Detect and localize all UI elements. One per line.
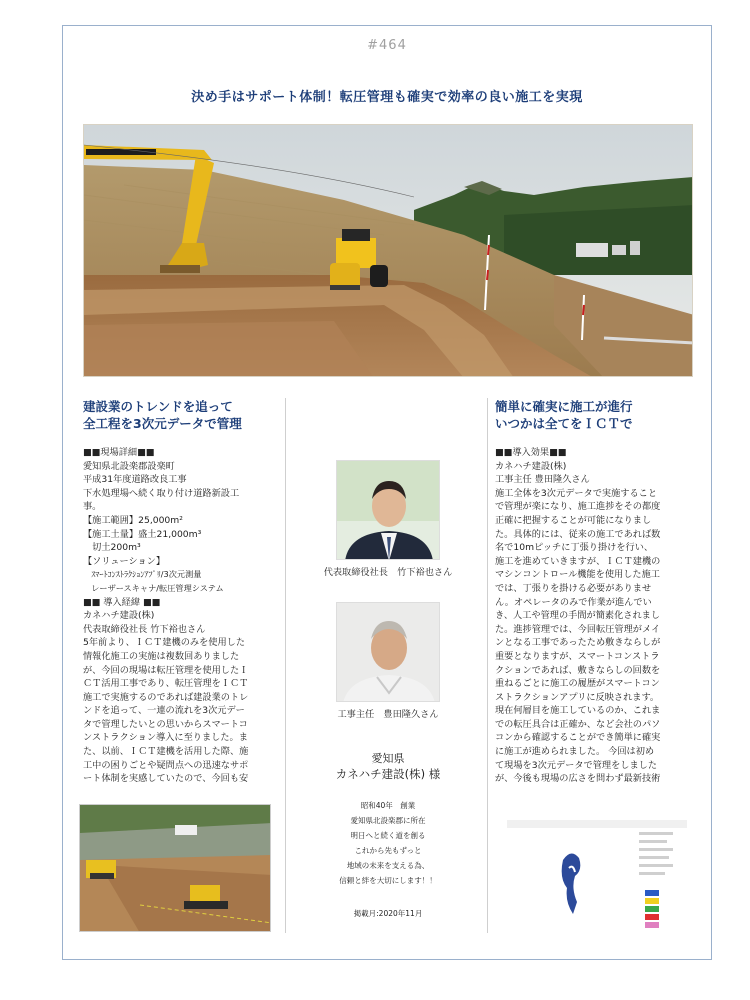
company-info-line: これから先もずっと [354, 846, 422, 855]
left-column [83, 398, 273, 786]
right-body [495, 446, 690, 786]
issue-number: #464 [367, 38, 407, 53]
column-divider [285, 398, 286, 933]
left-line: ■■現場詳細■■ [83, 447, 155, 458]
left-line: カネハチ建設(株) [83, 610, 155, 622]
left-line: 施工で実施するのであれば建設業のトレ [83, 691, 249, 703]
company-info-line: 明日へと続く道を創る [350, 831, 426, 840]
right-line: での転圧具合は正確か、など会社のパソ [495, 718, 661, 730]
right-line: ■■導入効果■■ [495, 447, 567, 458]
left-line: 下水処理場へ続く取り付け道路新設工 [83, 487, 240, 499]
left-line: が、今回の現場は転圧管理を使用したＩ [83, 664, 249, 676]
left-line: た、以前、ＩＣＴ建機を活用した際、施 [83, 746, 249, 758]
right-title-line1: 簡単に確実に施工が進行 [495, 399, 633, 414]
left-body [83, 446, 273, 786]
left-line: 平成31年度道路改良工事 [83, 474, 187, 486]
left-line: 【施工土量】盛土21,000m³ [83, 528, 202, 540]
right-line: 重ねるごとに施工の履歴がスマートコン [495, 678, 660, 690]
right-column [495, 398, 690, 786]
left-line: 情報化施工の実施は複数回ありました [83, 650, 240, 662]
left-line: ンドを追って、一連の流れを3次元デー [83, 705, 245, 717]
right-line: ん。オペレータのみで作業が進んでい [495, 596, 652, 608]
left-line: タで管理したいとの思いからスマートコ [83, 718, 248, 730]
company-info-line: 信頼と絆を大切にします！！ [339, 876, 437, 885]
right-line: き、人工や管理の手間が簡素化されまし [495, 610, 661, 622]
left-line: ンストラクション導入に至りました。ま [83, 732, 248, 744]
right-line: 工事主任 豊田隆久さん [495, 474, 590, 486]
right-line: 重要となりますが、スマートコンストラ [495, 650, 660, 662]
left-line: 事。 [83, 501, 102, 513]
company-info-line: 愛知県北設楽郡に所在 [350, 816, 426, 825]
president-photo [336, 460, 440, 560]
left-title-line2: 全工程を3次元データで管理 [83, 416, 242, 431]
middle-column [293, 398, 483, 919]
left-line: 切土200m³ [83, 542, 141, 554]
left-line: レーザースキャナ/転圧管理システム [83, 582, 224, 593]
right-line: た。具体的には、従来の施工であれば数 [495, 528, 661, 540]
right-line: マシンコントロール機能を使用した施工 [495, 569, 660, 581]
president-caption: 代表取締役社長 竹下裕也さん [323, 567, 453, 578]
person-portrait-icon [337, 461, 440, 560]
right-line: では、丁張りを掛ける必要がありませ [495, 582, 652, 594]
left-line: 5年前より、ＩＣＴ建機のみを使用した [83, 637, 246, 649]
company-info-line: 地域の未来を支える為、 [346, 861, 430, 870]
left-line: 愛知県北設楽郡設楽町 [83, 460, 175, 472]
construction-site-illustration [84, 125, 693, 377]
right-title-line2: いつかは全てをＩＣＴで [495, 416, 633, 431]
company-name: カネハチ建設(株) 様 [335, 767, 441, 781]
manager-caption: 工事主任 豊田隆久さん [337, 709, 439, 720]
left-line: ｽﾏｰﾄｺﾝｽﾄﾗｸｼｮﾝｱﾌﾟﾘ/3次元測量 [83, 569, 202, 580]
right-line: クションであれば、敷きならしの回数を [495, 664, 661, 676]
left-line: 工中の困りごとや疑問点への迅速なサポ [83, 759, 249, 771]
right-line: た。進捗管理では、今回転圧管理がメイ [495, 623, 661, 635]
right-line: 名で10mピッチに丁張り掛けを行い、 [495, 542, 654, 554]
column-divider [487, 398, 488, 933]
right-line: に施工が進められました。 今回は初め [495, 746, 655, 758]
right-line: で管理が楽になり、施工進捗をその都度 [495, 501, 661, 513]
right-line: コンから確認することができ簡単に確実 [495, 732, 661, 744]
site-photo-small [79, 804, 271, 932]
right-line: 施工を進めていきますが、ＩＣＴ建機の [495, 555, 661, 567]
manager-photo [336, 602, 440, 702]
app-screenshot [499, 818, 695, 936]
left-line: 【ソリューション】 [83, 555, 166, 567]
company-location: 愛知県 [371, 752, 405, 765]
right-line: カネハチ建設(株) [495, 460, 567, 472]
right-line: て現場を3次元データで管理をしました [495, 759, 658, 771]
left-title-line1: 建設業のトレンドを追って [83, 399, 233, 414]
right-line: 正確に把握することが可能になりまし [495, 514, 652, 526]
right-line: ンとなる工事であったため敷きならしが [495, 637, 661, 649]
right-line: 現在何層目を施工しているのか、これま [495, 705, 661, 717]
hero-construction-photo [83, 124, 693, 377]
posted-date: 掲載月:2020年11月 [353, 909, 423, 918]
left-line: 代表取締役社長 竹下裕也さん [83, 623, 206, 635]
left-line: ■■ 導入経緯 ■■ [83, 596, 161, 608]
company-info-line: 昭和40年 創業 [360, 801, 416, 810]
article-page [62, 25, 712, 960]
left-line: 【施工範囲】25,000m² [83, 514, 183, 526]
right-line: が、今後も現場の広さを問わず最新技術 [495, 773, 661, 785]
left-line: ート体制を実感していたので、今回も安 [83, 773, 249, 785]
left-line: ＣＴ活用工事であり、転圧管理をＩＣＴ [83, 678, 249, 690]
right-line: ストラクションアプリに反映されます。 [495, 691, 660, 703]
right-line: 施工全体を3次元データで実施すること [495, 487, 658, 499]
headline: 決め手はサポート体制！転圧管理も確実で効率の良い施工を実現 [191, 90, 583, 105]
person-portrait-icon [337, 603, 440, 702]
